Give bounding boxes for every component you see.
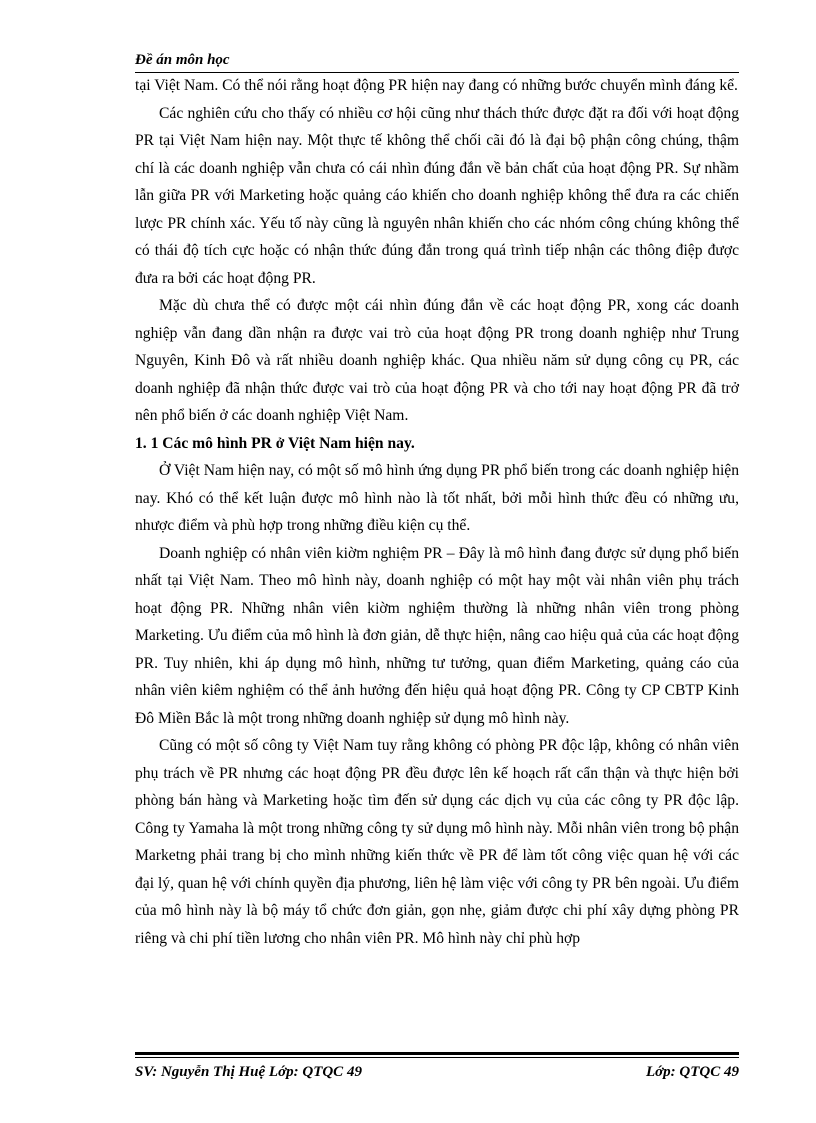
document-body — [135, 72, 739, 952]
section-heading: 1. 1 Các mô hình PR ở Việt Nam hiện nay. — [135, 434, 415, 452]
footer-class: Lớp: QTQC 49 — [645, 1064, 739, 1080]
paragraph-4: Ở Việt Nam hiện nay, có một số mô hình ứng dụng PR phổ biến trong các doanh nghiệp hiện nay. Khó có thể kết luận được mô hình nào là tốt nhất, bởi mỗi hình thức đều có những ưu, nhược điểm và phù hợp trong những điều kiện cụ thể. — [135, 462, 739, 534]
page-header — [135, 50, 739, 73]
header-title: Đề án môn học — [135, 52, 230, 68]
paragraph-1: tại Việt Nam. Có thể nói rằng hoạt động PR hiện nay đang có những bước chuyển mình đáng kể. — [135, 77, 738, 94]
footer-rule-thick — [135, 1052, 739, 1055]
paragraph-6: Cũng có một số công ty Việt Nam tuy rằng không có phòng PR độc lập, không có nhân viên phụ trách về PR nhưng các hoạt động PR đều được lên kế hoạch rất cẩn thận và thực hiện bởi phòng bán hàng và Marketing hoặc tìm đến sử dụng các dịch vụ của các công ty PR độc lập. Công ty Yamaha là một trong những công ty sử dụng mô hình này. Mỗi nhân viên trong bộ phận Marketng phải trang bị cho mình những kiến thức về PR để làm tốt công việc quan hệ với các đại lý, quan hệ với chính quyền địa phương, liên hệ làm việc với công ty PR bên ngoài. Ưu điểm của mô hình này là bộ máy tổ chức đơn giản, gọn nhẹ, giảm được chi phí xây dựng phòng PR riêng và chi phí tiền lương cho nhân viên PR. Mô hình này chỉ phù hợp — [135, 737, 739, 947]
footer-student: SV: Nguyễn Thị Huệ Lớp: QTQC 49 — [135, 1064, 362, 1080]
footer-row — [135, 1062, 739, 1082]
paragraph-5: Doanh nghiệp có nhân viên kiờm nghiệm PR – Đây là mô hình đang được sử dụng phổ biến nhất tại Việt Nam. Theo mô hình này, doanh nghiệp có một hay một vài nhân viên phụ trách hoạt động PR. Những nhân viên kiờm nghiệm thường là những nhân viên trong phòng Marketing. Ưu điểm của mô hình là đơn giản, dễ thực hiện, nâng cao hiệu quả của các hoạt động PR. Tuy nhiên, khi áp dụng mô hình, những tư tưởng, quan điểm Marketing, quảng cáo của nhân viên kiêm nghiệm có thể ảnh hưởng đến hiệu quả hoạt động PR. Công ty CP CBTP Kinh Đô Miền Bắc là một trong những doanh nghiệp sử dụng mô hình này. — [135, 544, 739, 727]
paragraph-3: Mặc dù chưa thể có được một cái nhìn đúng đắn về các hoạt động PR, xong các doanh nghiệp vẫn đang dần nhận ra được vai trò của hoạt động PR trong doanh nghiệp như Trung Nguyên, Kinh Đô và rất nhiều doanh nghiệp khác. Qua nhiều năm sử dụng công cụ PR, các doanh nghiệp đã nhận thức được vai trò của hoạt động PR và cho tới nay hoạt động PR đã trở nên phổ biến ở các doanh nghiệp Việt Nam. — [135, 297, 739, 424]
footer-rule-thin — [135, 1057, 739, 1058]
paragraph-2: Các nghiên cứu cho thấy có nhiều cơ hội cũng như thách thức được đặt ra đối với hoạt động PR tại Việt Nam hiện nay. Một thực tế không thể chối cãi đó là đại bộ phận công chúng, thậm chí là các doanh nghiệp vẫn chưa có cái nhìn đúng đắn về bản chất của hoạt động PR. Sự nhầm lẫn giữa PR với Marketing hoặc quảng cáo khiến cho doanh nghiệp không thể đưa ra các chiến lược PR chính xác. Yếu tố này cũng là nguyên nhân khiến cho các nhóm công chúng không thể có thái độ tích cực hoặc có nhận thức đúng đắn trong quá trình tiếp nhận các thông điệp được đưa ra bởi các hoạt động PR. — [135, 104, 739, 287]
page-footer — [135, 1052, 739, 1082]
